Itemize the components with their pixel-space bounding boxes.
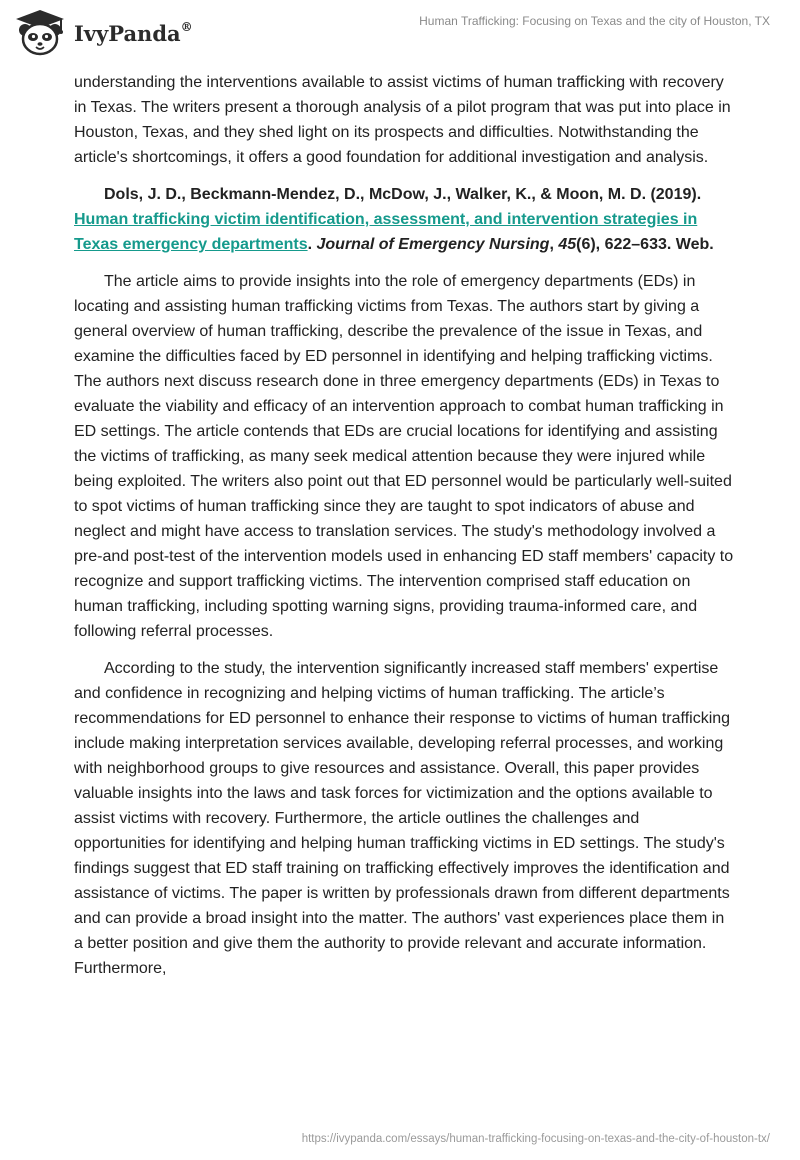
source-url: https://ivypanda.com/essays/human-trafficking-focusing-on-texas-and-the-city-of-houston-tx/ — [301, 1133, 770, 1145]
panda-graduate-icon — [14, 8, 66, 56]
essay-body — [74, 70, 734, 993]
page-header — [0, 0, 800, 64]
citation-journal: Journal of Emergency Nursing — [316, 236, 550, 253]
logo-wordmark: IvyPanda® — [74, 19, 193, 46]
citation-title-link[interactable]: Human trafficking victim identification, assessment, and intervention strategies in Texas emergency departments — [74, 211, 698, 253]
citation-pages: (6), 622–633. Web. — [576, 236, 714, 253]
document-title: Human Trafficking: Focusing on Texas and the city of Houston, TX — [419, 14, 770, 28]
citation-volume: 45 — [558, 236, 577, 253]
paragraph-summary: The article aims to provide insights into the role of emergency departments (EDs) in locating and assisting human trafficking victims from Texas. The authors start by giving a general overview of human trafficking, describe the prevalence of the issue in Texas, and examine the difficulties faced by ED personnel in identifying and helping trafficking victims. The authors next discuss research done in three emergency departments (EDs) in Texas to evaluate the viability and efficacy of an intervention approach to combat human trafficking in ED settings. The article contends that EDs are crucial locations for identifying and assisting the victims of trafficking, as many seek medical attention because they were injured while being exploited. The writers also point out that ED personnel would be particularly well-suited to spot victims of human trafficking since they are taught to spot indicators of abuse and neglect and might have access to translation services. The study's methodology involved a pre-and post-test of the intervention models used in enhancing ED staff members' capacity to recognize and support trafficking victims. The intervention comprised staff education on human trafficking, including spotting warning signs, providing trauma-informed care, and following referral processes. — [74, 273, 734, 640]
paragraph-continued: understanding the interventions available to assist victims of human trafficking with recovery in Texas. The writers present a thorough analysis of a pilot program that was put into place in Houston, Texas, and they shed light on its prospects and difficulties. Notwithstanding the article's shortcomings, it offers a good foundation for additional investigation and analysis. — [74, 74, 731, 166]
reference-citation: Dols, J. D., Beckmann-Mendez, D., McDow, J., Walker, K., & Moon, M. D. (2019). Human trafficking victim identification, assessment, and intervention strategies in Texas emergency departments. Journal of Emergency Nursing, 45(6), 622–633. Web. — [74, 186, 714, 253]
citation-authors: Dols, J. D., Beckmann-Mendez, D., McDow, J., Walker, K., & Moon, M. D. (2019). — [104, 186, 702, 203]
paragraph-findings: According to the study, the intervention significantly increased staff members' expertise and confidence in recognizing and helping victims of human trafficking. The article’s recommendations for ED personnel to enhance their response to victims of human trafficking include making interpretation services available, developing referral processes, and working with neighborhood groups to give resources and assistance. Overall, this paper provides valuable insights into the laws and task forces for victimization and the options available to assist victims with recovery. Furthermore, the article outlines the challenges and opportunities for identifying and helping human trafficking victims in ED settings. The study's findings suggest that ED staff training on trafficking effectively improves the identification and assistance of victims. The paper is written by professionals drawn from different departments and can provide a broad insight into the matter. The authors' vast experiences place them in a better position and give them the authority to provide relevant and accurate information. Furthermore, — [74, 660, 731, 977]
ivypanda-logo[interactable] — [14, 8, 193, 56]
